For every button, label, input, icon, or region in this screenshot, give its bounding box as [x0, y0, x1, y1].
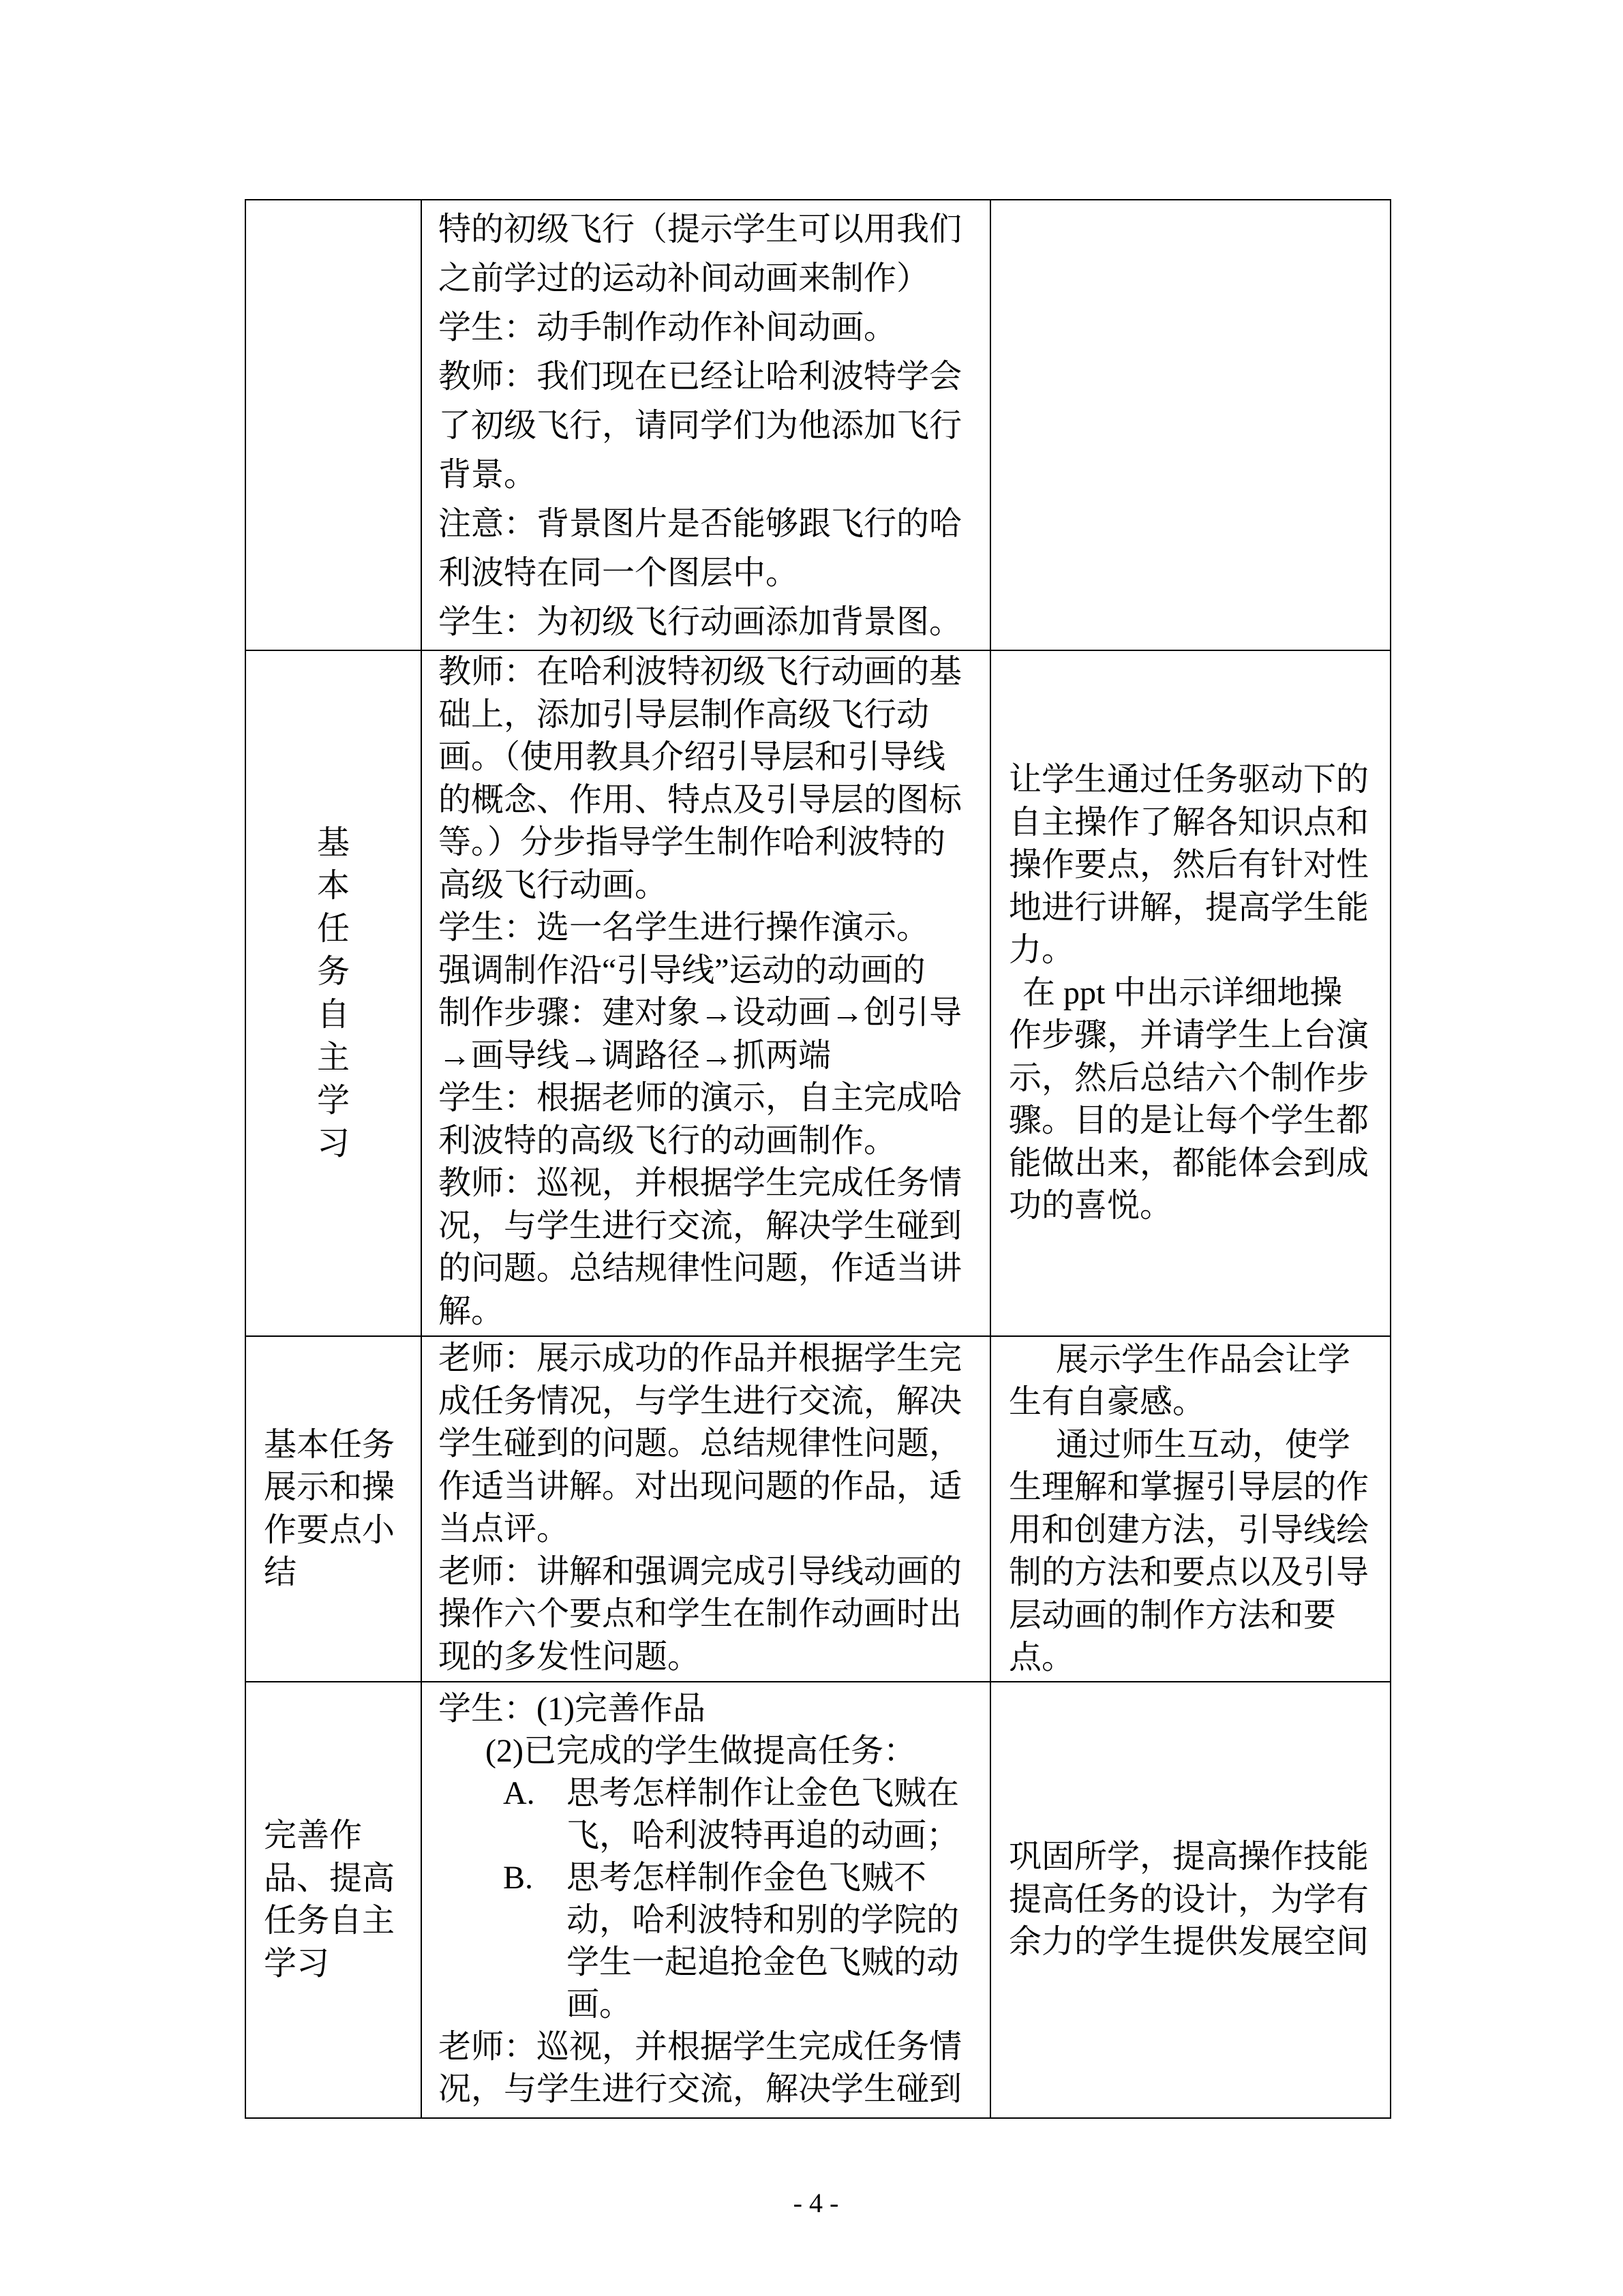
intent-line: 层动画的制作方法和要 [1009, 1597, 1337, 1633]
table-row [245, 1336, 1391, 1682]
intent-line: 能做出来，都能体会到成 [1009, 1145, 1369, 1181]
intent-line: 展示学生作品会让学 [1056, 1341, 1351, 1378]
stage-label-line: 作要点小 [264, 1511, 395, 1548]
table-row [245, 650, 1391, 1336]
process-cell [421, 200, 990, 650]
intent-line: 在 ppt 中出示详细地操 [1022, 974, 1343, 1011]
task-list [438, 1772, 990, 2026]
process-line: 况，与学生进行交流，解决学生碰到 [438, 1207, 962, 1244]
stage-cell [245, 1682, 421, 2118]
intent-line: 余力的学生提供发展空间 [1009, 1924, 1369, 1961]
intent-line: 通过师生互动，使学 [1056, 1426, 1351, 1463]
process-line: 学生：选一名学生进行操作演示。 [438, 909, 930, 946]
process-line: 成任务情况，与学生进行交流，解决 [438, 1383, 962, 1419]
process-cell [421, 1682, 990, 2118]
list-item-line: 动，哈利波特和别的学院的 [566, 1902, 960, 1938]
stage-label-char: 基 [316, 825, 350, 861]
intent-cell [990, 650, 1391, 1336]
list-item-line: 学生一起追抢金色飞贼的动 [566, 1944, 960, 1980]
process-line: 利波特在同一个图层中。 [438, 555, 799, 591]
process-line: 作适当讲解。对出现问题的作品，适 [438, 1468, 962, 1505]
intent-line: 力。 [1009, 932, 1075, 969]
process-cell [421, 650, 990, 1336]
task-list-item [438, 1772, 990, 1857]
process-line: (2)已完成的学生做提高任务： [485, 1733, 916, 1769]
lesson-plan-table [245, 199, 1391, 2119]
task-list-item [438, 1857, 990, 2026]
process-line: 老师：展示成功的作品并根据学生完 [438, 1340, 962, 1376]
page-number: - 4 - [793, 2188, 839, 2218]
intent-line: 操作要点，然后有针对性 [1009, 847, 1369, 883]
process-line: 制作步骤：建对象→设动画→创引导 [438, 995, 962, 1031]
intent-line: 巩固所学，提高操作技能 [1009, 1839, 1369, 1875]
intent-line: 用和创建方法，引导线绘 [1009, 1511, 1369, 1548]
process-line: 利波特的高级飞行的动画制作。 [438, 1122, 897, 1159]
stage-label-char: 任 [316, 911, 350, 947]
process-line: 的问题。总结规律性问题，作适当讲 [438, 1250, 962, 1286]
stage-cell [245, 1336, 421, 1682]
process-line: 强调制作沿“引导线”运动的动画的 [438, 952, 926, 988]
list-marker: B. [503, 1860, 534, 1896]
process-line: 学生：动手制作动作补间动画。 [438, 309, 897, 346]
process-line: 教师：在哈利波特初级飞行动画的基 [438, 654, 962, 690]
intent-line: 生有自豪感。 [1009, 1384, 1206, 1420]
process-line: 了初级飞行，请同学们为他添加飞行 [438, 408, 962, 444]
process-line: 解。 [438, 1293, 504, 1329]
process-line: 等。）分步指导学生制作哈利波特的 [438, 824, 946, 860]
intent-line: 示，然后总结六个制作步 [1009, 1059, 1369, 1096]
process-line: 现的多发性问题。 [438, 1638, 701, 1675]
table-row [245, 1682, 1391, 2118]
intent-line: 地进行讲解，提高学生能 [1009, 889, 1369, 926]
process-line: 注意：背景图片是否能够跟飞行的哈 [438, 506, 962, 542]
process-line: 老师：巡视，并根据学生完成任务情 [438, 2029, 962, 2065]
intent-cell [990, 1682, 1391, 2118]
process-line: 当点评。 [438, 1511, 570, 1547]
stage-cell [245, 200, 421, 650]
stage-label-line: 展示和操 [264, 1469, 395, 1505]
stage-label-char: 主 [316, 1040, 350, 1076]
intent-line: 作步骤，并请学生上台演 [1009, 1017, 1369, 1054]
stage-cell [245, 650, 421, 1336]
list-item-line: 画。 [566, 1987, 633, 2023]
stage-label-line: 完善作 [264, 1817, 363, 1854]
process-line: 学生：根据老师的演示，自主完成哈 [438, 1080, 962, 1116]
stage-label-line: 任务自主 [264, 1903, 395, 1939]
intent-cell [990, 1336, 1391, 1682]
process-line: 学生碰到的问题。总结规律性问题， [438, 1425, 962, 1462]
process-line: 的概念、作用、特点及引导层的图标 [438, 781, 962, 818]
stage-label-line: 学习 [264, 1945, 330, 1982]
stage-label-char: 务 [316, 954, 350, 990]
process-line: 操作六个要点和学生在制作动画时出 [438, 1596, 962, 1632]
list-item-line: 飞，哈利波特再追的动画； [566, 1817, 960, 1854]
stage-label-line: 基本任务 [264, 1426, 395, 1463]
intent-line: 生理解和掌握引导层的作 [1009, 1469, 1369, 1505]
intent-line: 功的喜悦。 [1009, 1188, 1173, 1224]
process-line: 老师：讲解和强调完成引导线动画的 [438, 1553, 962, 1590]
intent-line: 制的方法和要点以及引导 [1009, 1554, 1369, 1590]
list-item-line: 思考怎样制作让金色飞贼在 [566, 1775, 960, 1811]
intent-line: 点。 [1009, 1640, 1075, 1676]
stage-label-char: 学 [316, 1083, 350, 1119]
intent-line: 自主操作了解各知识点和 [1009, 804, 1369, 841]
intent-cell [990, 200, 1391, 650]
list-marker: A. [503, 1775, 535, 1811]
stage-label-char: 自 [316, 997, 350, 1033]
intent-line: 让学生通过任务驱动下的 [1009, 761, 1369, 798]
process-line: 特的初级飞行（提示学生可以用我们 [438, 211, 962, 247]
process-line: 高级飞行动画。 [438, 866, 668, 903]
list-item-line: 思考怎样制作金色飞贼不 [566, 1860, 927, 1896]
stage-label-line: 品、提高 [264, 1860, 395, 1897]
process-line: 背景。 [438, 457, 537, 493]
process-line: 之前学过的运动补间动画来制作） [438, 260, 930, 297]
process-line: 况，与学生进行交流，解决学生碰到 [438, 2071, 962, 2107]
stage-label-char: 习 [316, 1126, 350, 1162]
process-line: 学生：为初级飞行动画添加背景图。 [438, 604, 962, 640]
process-line: 学生：(1)完善作品 [438, 1691, 706, 1727]
process-line: →画导线→调路径→抓两端 [438, 1037, 832, 1074]
stage-label-line: 结 [264, 1554, 297, 1590]
table-row [245, 200, 1391, 650]
process-line: 画。（使用教具介绍引导层和引导线 [438, 739, 946, 775]
process-line: 教师：巡视，并根据学生完成任务情 [438, 1165, 962, 1201]
process-line: 础上，添加引导层制作高级飞行动 [438, 696, 930, 733]
intent-line: 骤。目的是让每个学生都 [1009, 1102, 1369, 1139]
process-line: 教师：我们现在已经让哈利波特学会 [438, 359, 962, 395]
stage-label-char: 本 [316, 868, 350, 904]
process-cell [421, 1336, 990, 1682]
intent-line: 提高任务的设计，为学有 [1009, 1881, 1369, 1918]
